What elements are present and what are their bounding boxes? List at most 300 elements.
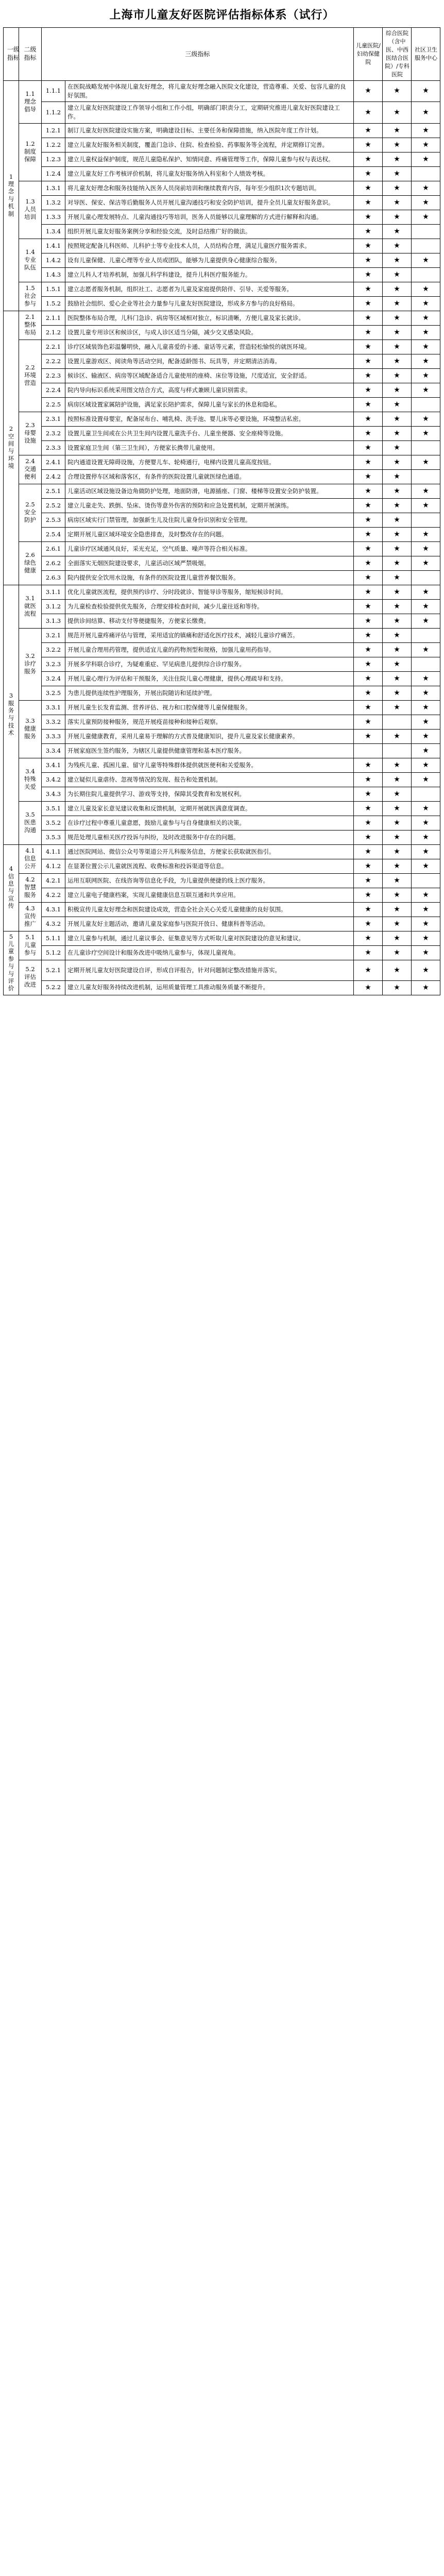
level1-indicator: 5 儿童参与与评价 bbox=[4, 931, 19, 995]
indicator-code: 3.2.2 bbox=[42, 642, 65, 657]
mark-children-hospital: ★ bbox=[354, 642, 383, 657]
indicator-text: 院内导向标识系统采用图文结合方式，高度与样式兼顾儿童识别需求。 bbox=[65, 383, 354, 397]
mark-community-center: ★ bbox=[412, 527, 440, 541]
indicator-text: 定期开展儿童友好医院建设自评，形成自评报告，针对问题制定整改措施并落实。 bbox=[65, 960, 354, 980]
indicator-text: 诊疗区域装饰色彩温馨明快，融入儿童喜爱的卡通、童话等元素，营造轻松愉悦的就医环境。 bbox=[65, 340, 354, 354]
table-row bbox=[4, 195, 440, 210]
mark-community-center: ★ bbox=[412, 102, 440, 124]
indicator-code: 4.2.1 bbox=[42, 873, 65, 888]
table-row bbox=[4, 801, 440, 816]
mark-community-center: ★ bbox=[412, 859, 440, 873]
indicator-text: 为患儿提供连续性护理服务，开展出院随访和延续护理。 bbox=[65, 686, 354, 700]
indicator-code: 2.2.1 bbox=[42, 340, 65, 354]
mark-children-hospital: ★ bbox=[354, 715, 383, 729]
mark-community-center bbox=[412, 787, 440, 801]
mark-children-hospital: ★ bbox=[354, 844, 383, 859]
indicator-code: 3.5.2 bbox=[42, 816, 65, 830]
table-row bbox=[4, 657, 440, 671]
indicator-text: 建立儿科人才培养机制，加强儿科学科建设，提升儿科医疗服务能力。 bbox=[65, 267, 354, 282]
indicator-code: 3.4.1 bbox=[42, 758, 65, 772]
indicator-text: 设置儿童卫生间或在公共卫生间内设置儿童洗手台、儿童坐便器、安全座椅等设施。 bbox=[65, 426, 354, 440]
mark-general-hospital bbox=[383, 743, 412, 758]
mark-general-hospital: ★ bbox=[383, 671, 412, 686]
table-row bbox=[4, 556, 440, 570]
indicator-code: 4.3.1 bbox=[42, 902, 65, 917]
indicator-code: 2.6.1 bbox=[42, 541, 65, 556]
table-row bbox=[4, 642, 440, 657]
indicator-code: 1.2.1 bbox=[42, 123, 65, 138]
table-row bbox=[4, 527, 440, 541]
mark-general-hospital: ★ bbox=[383, 397, 412, 412]
mark-community-center: ★ bbox=[412, 801, 440, 816]
mark-community-center: ★ bbox=[412, 888, 440, 902]
indicator-text: 在诊疗过程中尊重儿童意愿，鼓励儿童参与与自身健康相关的决策。 bbox=[65, 816, 354, 830]
indicator-code: 1.2.3 bbox=[42, 152, 65, 166]
mark-general-hospital: ★ bbox=[383, 354, 412, 368]
mark-community-center: ★ bbox=[412, 412, 440, 426]
mark-general-hospital: ★ bbox=[383, 980, 412, 995]
header-level3: 三级指标 bbox=[42, 28, 354, 81]
level2-indicator: 1.3 人员培训 bbox=[19, 181, 42, 239]
mark-general-hospital: ★ bbox=[383, 642, 412, 657]
indicator-code: 3.2.1 bbox=[42, 628, 65, 642]
table-row bbox=[4, 758, 440, 772]
table-row bbox=[4, 931, 440, 945]
mark-children-hospital: ★ bbox=[354, 541, 383, 556]
mark-general-hospital: ★ bbox=[383, 628, 412, 642]
mark-community-center: ★ bbox=[412, 902, 440, 917]
level2-indicator: 3.3 健康服务 bbox=[19, 700, 42, 758]
indicator-text: 全面落实无烟医院建设要求，儿童活动区域严禁吸烟。 bbox=[65, 556, 354, 570]
table-row bbox=[4, 80, 440, 102]
indicator-text: 对导医、保安、保洁等后勤服务人员开展儿童沟通技巧和安全防护培训，提升全员儿童友好服务意识。 bbox=[65, 195, 354, 210]
mark-general-hospital: ★ bbox=[383, 816, 412, 830]
mark-children-hospital: ★ bbox=[354, 686, 383, 700]
mark-general-hospital: ★ bbox=[383, 152, 412, 166]
mark-children-hospital: ★ bbox=[354, 527, 383, 541]
table-row bbox=[4, 166, 440, 181]
indicator-text: 在显著位置公示儿童就医流程、收费标准和投诉渠道等信息。 bbox=[65, 859, 354, 873]
mark-children-hospital: ★ bbox=[354, 311, 383, 325]
indicator-text: 合理设置停车区域和落客区，有条件的医院设置儿童就医绿色通道。 bbox=[65, 469, 354, 484]
indicator-code: 3.1.1 bbox=[42, 585, 65, 599]
mark-community-center: ★ bbox=[412, 455, 440, 469]
document-page bbox=[0, 0, 444, 1001]
table-row bbox=[4, 426, 440, 440]
mark-general-hospital: ★ bbox=[383, 772, 412, 787]
mark-community-center: ★ bbox=[412, 715, 440, 729]
table-row bbox=[4, 945, 440, 960]
indicator-text: 在医院战略发展中体现儿童友好理念，将儿童友好理念融入医院文化建设，营造尊重、关爱、包容儿童的良好氛围。 bbox=[65, 80, 354, 102]
table-row bbox=[4, 296, 440, 311]
indicator-code: 5.2.2 bbox=[42, 980, 65, 995]
indicator-text: 设置儿童游戏区、阅读角等活动空间，配备适龄图书、玩具等，并定期清洁消毒。 bbox=[65, 354, 354, 368]
mark-general-hospital: ★ bbox=[383, 859, 412, 873]
mark-general-hospital: ★ bbox=[383, 917, 412, 931]
table-row bbox=[4, 859, 440, 873]
indicator-text: 在儿童诊疗空间设计和服务改进中吸纳儿童参与，体现儿童视角。 bbox=[65, 945, 354, 960]
mark-community-center bbox=[412, 239, 440, 253]
mark-children-hospital: ★ bbox=[354, 772, 383, 787]
mark-community-center: ★ bbox=[412, 80, 440, 102]
indicator-text: 按照标准设置母婴室，配备尿布台、哺乳椅、洗手池、婴儿床等必要设施，环境整洁私密。 bbox=[65, 412, 354, 426]
indicator-text: 医院整体布局合理，儿科门急诊、病房等区域相对独立，标识清晰，方便儿童及家长就诊。 bbox=[65, 311, 354, 325]
indicator-code: 4.2.2 bbox=[42, 888, 65, 902]
indicator-code: 2.2.2 bbox=[42, 354, 65, 368]
table-row bbox=[4, 873, 440, 888]
indicator-code: 3.3.3 bbox=[42, 729, 65, 743]
indicator-code: 3.3.1 bbox=[42, 700, 65, 715]
level2-indicator: 1.2 制度保障 bbox=[19, 123, 42, 181]
indicator-code: 2.4.1 bbox=[42, 455, 65, 469]
mark-general-hospital: ★ bbox=[383, 123, 412, 138]
mark-children-hospital: ★ bbox=[354, 282, 383, 296]
mark-general-hospital: ★ bbox=[383, 102, 412, 124]
mark-children-hospital: ★ bbox=[354, 513, 383, 527]
indicator-text: 院内通道设置无障碍设施，方便婴儿车、轮椅通行，电梯内设置儿童高度按钮。 bbox=[65, 455, 354, 469]
indicator-text: 为残疾儿童、孤困儿童、留守儿童等特殊群体提供就医便利和关爱服务。 bbox=[65, 758, 354, 772]
mark-community-center: ★ bbox=[412, 498, 440, 513]
document-title: 上海市儿童友好医院评估指标体系（试行） bbox=[109, 8, 335, 22]
level1-indicator: 4 信息与宣传 bbox=[4, 844, 19, 931]
indicator-code: 1.3.4 bbox=[42, 224, 65, 239]
level2-indicator: 5.1 儿童参与 bbox=[19, 931, 42, 960]
table-row bbox=[4, 368, 440, 383]
mark-community-center: ★ bbox=[412, 253, 440, 267]
table-row bbox=[4, 816, 440, 830]
indicator-text: 建立儿童权益保护制度，规范儿童隐私保护、知情同意、疼痛管理等工作，保障儿童参与权与表达权。 bbox=[65, 152, 354, 166]
mark-children-hospital: ★ bbox=[354, 195, 383, 210]
mark-children-hospital: ★ bbox=[354, 700, 383, 715]
mark-children-hospital: ★ bbox=[354, 181, 383, 195]
table-row bbox=[4, 787, 440, 801]
table-row bbox=[4, 902, 440, 917]
mark-community-center: ★ bbox=[412, 743, 440, 758]
mark-general-hospital: ★ bbox=[383, 513, 412, 527]
indicator-code: 3.1.3 bbox=[42, 614, 65, 628]
mark-children-hospital: ★ bbox=[354, 397, 383, 412]
table-row bbox=[4, 253, 440, 267]
indicator-code: 3.5.3 bbox=[42, 830, 65, 844]
mark-general-hospital: ★ bbox=[383, 844, 412, 859]
mark-general-hospital: ★ bbox=[383, 195, 412, 210]
mark-children-hospital: ★ bbox=[354, 239, 383, 253]
mark-children-hospital: ★ bbox=[354, 599, 383, 614]
mark-general-hospital: ★ bbox=[383, 527, 412, 541]
level2-indicator: 1.1 理念倡导 bbox=[19, 80, 42, 123]
mark-general-hospital: ★ bbox=[383, 426, 412, 440]
mark-general-hospital: ★ bbox=[383, 614, 412, 628]
indicator-text: 建立儿童友好工作考核评价机制，将儿童友好服务纳入科室和个人绩效考核。 bbox=[65, 166, 354, 181]
mark-community-center: ★ bbox=[412, 980, 440, 995]
mark-general-hospital: ★ bbox=[383, 210, 412, 224]
indicator-code: 2.4.2 bbox=[42, 469, 65, 484]
level2-indicator: 2.5 安全防护 bbox=[19, 484, 42, 541]
level2-indicator: 2.2 环境营造 bbox=[19, 340, 42, 412]
mark-children-hospital: ★ bbox=[354, 224, 383, 239]
mark-community-center: ★ bbox=[412, 599, 440, 614]
table-row bbox=[4, 844, 440, 859]
level2-indicator: 1.4 专业队伍 bbox=[19, 239, 42, 282]
mark-community-center: ★ bbox=[412, 354, 440, 368]
mark-children-hospital: ★ bbox=[354, 80, 383, 102]
mark-children-hospital: ★ bbox=[354, 267, 383, 282]
table-row bbox=[4, 585, 440, 599]
mark-children-hospital: ★ bbox=[354, 368, 383, 383]
table-row bbox=[4, 152, 440, 166]
mark-general-hospital: ★ bbox=[383, 267, 412, 282]
mark-children-hospital: ★ bbox=[354, 210, 383, 224]
indicator-text: 优化儿童就医流程，提供预约诊疗、分时段就诊、智能导诊等服务，缩短候诊时间。 bbox=[65, 585, 354, 599]
table-row bbox=[4, 628, 440, 642]
indicator-code: 1.5.2 bbox=[42, 296, 65, 311]
table-row bbox=[4, 980, 440, 995]
mark-community-center: ★ bbox=[412, 138, 440, 152]
table-row bbox=[4, 570, 440, 585]
mark-children-hospital: ★ bbox=[354, 498, 383, 513]
mark-general-hospital: ★ bbox=[383, 541, 412, 556]
mark-general-hospital: ★ bbox=[383, 585, 412, 599]
mark-general-hospital: ★ bbox=[383, 138, 412, 152]
indicator-text: 开展多学科联合诊疗，为疑难重症、罕见病患儿提供综合诊疗服务。 bbox=[65, 657, 354, 671]
table-row bbox=[4, 397, 440, 412]
level2-indicator: 3.2 诊疗服务 bbox=[19, 628, 42, 700]
indicator-text: 建立儿童电子健康档案，实现儿童健康信息互联互通和共享应用。 bbox=[65, 888, 354, 902]
header-org-community-center: 社区卫生服务中心 bbox=[412, 28, 440, 81]
mark-community-center: ★ bbox=[412, 296, 440, 311]
mark-community-center: ★ bbox=[412, 340, 440, 354]
mark-community-center: ★ bbox=[412, 931, 440, 945]
table-row bbox=[4, 340, 440, 354]
level2-indicator: 4.1 信息公开 bbox=[19, 844, 42, 873]
indicator-text: 组织开展儿童友好服务案例分享和经验交流，及时总结推广好的做法。 bbox=[65, 224, 354, 239]
indicator-code: 1.3.3 bbox=[42, 210, 65, 224]
indicator-text: 开展儿童合理用药管理，提供适宜儿童的药物剂型和规格，加强儿童用药指导。 bbox=[65, 642, 354, 657]
mark-general-hospital: ★ bbox=[383, 888, 412, 902]
indicator-code: 2.2.4 bbox=[42, 383, 65, 397]
indicator-text: 建立疑似儿童虐待、忽视等情况的发现、报告和处置机制。 bbox=[65, 772, 354, 787]
indicator-code: 2.5.3 bbox=[42, 513, 65, 527]
indicator-text: 设有儿童保健、儿童心理等专业人员或团队，能够为儿童提供身心健康综合服务。 bbox=[65, 253, 354, 267]
mark-general-hospital: ★ bbox=[383, 383, 412, 397]
indicator-text: 开展儿童生长发育监测、营养评估、视力和口腔保健等儿童保健服务。 bbox=[65, 700, 354, 715]
mark-general-hospital: ★ bbox=[383, 412, 412, 426]
mark-children-hospital: ★ bbox=[354, 902, 383, 917]
indicator-code: 3.2.5 bbox=[42, 686, 65, 700]
mark-general-hospital: ★ bbox=[383, 556, 412, 570]
mark-general-hospital: ★ bbox=[383, 484, 412, 498]
mark-community-center: ★ bbox=[412, 383, 440, 397]
mark-community-center: ★ bbox=[412, 152, 440, 166]
mark-community-center bbox=[412, 513, 440, 527]
level2-indicator: 3.5 医患沟通 bbox=[19, 801, 42, 844]
indicator-code: 3.4.2 bbox=[42, 772, 65, 787]
table-row bbox=[4, 455, 440, 469]
mark-general-hospital: ★ bbox=[383, 498, 412, 513]
mark-children-hospital: ★ bbox=[354, 426, 383, 440]
mark-children-hospital: ★ bbox=[354, 816, 383, 830]
mark-general-hospital: ★ bbox=[383, 830, 412, 844]
indicator-text: 开展儿童友好主题活动，邀请儿童及家庭参与医院开放日、健康科普等活动。 bbox=[65, 917, 354, 931]
mark-children-hospital: ★ bbox=[354, 440, 383, 455]
mark-children-hospital bbox=[354, 743, 383, 758]
indicator-code: 2.3.3 bbox=[42, 440, 65, 455]
mark-general-hospital: ★ bbox=[383, 282, 412, 296]
indicator-code: 3.2.3 bbox=[42, 657, 65, 671]
indicator-text: 提供诊间结算、移动支付等便捷服务，方便家长缴费。 bbox=[65, 614, 354, 628]
indicator-text: 开展儿童心理行为评估和干预服务，关注住院儿童心理健康，提供心理疏导和支持。 bbox=[65, 671, 354, 686]
mark-community-center bbox=[412, 657, 440, 671]
indicator-code: 1.4.1 bbox=[42, 239, 65, 253]
mark-community-center: ★ bbox=[412, 123, 440, 138]
mark-community-center: ★ bbox=[412, 816, 440, 830]
indicator-code: 1.2.4 bbox=[42, 166, 65, 181]
table-row bbox=[4, 960, 440, 980]
indicator-text: 开展儿童心理发展特点、儿童沟通技巧等培训，医务人员能够以儿童理解的方式进行解释和沟通。 bbox=[65, 210, 354, 224]
indicator-code: 2.2.3 bbox=[42, 368, 65, 383]
mark-children-hospital: ★ bbox=[354, 873, 383, 888]
mark-children-hospital: ★ bbox=[354, 931, 383, 945]
level2-indicator: 2.4 交通便利 bbox=[19, 455, 42, 484]
table-row bbox=[4, 513, 440, 527]
indicator-code: 3.5.1 bbox=[42, 801, 65, 816]
mark-general-hospital: ★ bbox=[383, 787, 412, 801]
mark-community-center: ★ bbox=[412, 311, 440, 325]
table-row bbox=[4, 311, 440, 325]
indicator-code: 1.4.3 bbox=[42, 267, 65, 282]
indicator-code: 1.5.1 bbox=[42, 282, 65, 296]
mark-community-center: ★ bbox=[412, 585, 440, 599]
indicator-text: 儿童诊疗区域通风良好，采光充足，空气质量、噪声等符合相关标准。 bbox=[65, 541, 354, 556]
mark-children-hospital: ★ bbox=[354, 138, 383, 152]
mark-general-hospital: ★ bbox=[383, 166, 412, 181]
table-row bbox=[4, 239, 440, 253]
indicator-text: 建立儿童及家长意见建议收集和反馈机制，定期开展就医满意度调查。 bbox=[65, 801, 354, 816]
mark-general-hospital: ★ bbox=[383, 902, 412, 917]
mark-children-hospital: ★ bbox=[354, 917, 383, 931]
table-row bbox=[4, 383, 440, 397]
table-row bbox=[4, 599, 440, 614]
mark-general-hospital: ★ bbox=[383, 960, 412, 980]
indicator-code: 3.3.2 bbox=[42, 715, 65, 729]
mark-children-hospital: ★ bbox=[354, 945, 383, 960]
level1-indicator: 1 理念与机制 bbox=[4, 80, 19, 311]
table-row bbox=[4, 267, 440, 282]
table-row bbox=[4, 729, 440, 743]
indicator-text: 将儿童友好理念和服务技能纳入医务人员岗前培训和继续教育内容，每年至少组织1次专题培训。 bbox=[65, 181, 354, 195]
level1-indicator: 2 空间与环境 bbox=[4, 311, 19, 585]
mark-community-center: ★ bbox=[412, 614, 440, 628]
mark-children-hospital: ★ bbox=[354, 830, 383, 844]
mark-general-hospital: ★ bbox=[383, 729, 412, 743]
mark-general-hospital: ★ bbox=[383, 311, 412, 325]
indicator-code: 3.3.4 bbox=[42, 743, 65, 758]
mark-community-center: ★ bbox=[412, 700, 440, 715]
indicator-text: 运用互联网医院、在线咨询等信息化手段，为儿童提供便捷的线上医疗服务。 bbox=[65, 873, 354, 888]
mark-children-hospital: ★ bbox=[354, 469, 383, 484]
mark-general-hospital: ★ bbox=[383, 325, 412, 340]
level2-indicator: 4.3 宣传推广 bbox=[19, 902, 42, 931]
mark-general-hospital: ★ bbox=[383, 700, 412, 715]
indicator-code: 1.1.2 bbox=[42, 102, 65, 124]
table-row bbox=[4, 498, 440, 513]
level2-indicator: 3.4 特殊关爱 bbox=[19, 758, 42, 801]
indicator-code: 5.1.2 bbox=[42, 945, 65, 960]
indicator-code: 3.2.4 bbox=[42, 671, 65, 686]
mark-general-hospital: ★ bbox=[383, 758, 412, 772]
mark-general-hospital: ★ bbox=[383, 224, 412, 239]
mark-community-center: ★ bbox=[412, 556, 440, 570]
mark-community-center: ★ bbox=[412, 686, 440, 700]
header-level1: 一级指标 bbox=[4, 28, 19, 81]
indicator-code: 3.1.2 bbox=[42, 599, 65, 614]
table-row bbox=[4, 541, 440, 556]
mark-children-hospital: ★ bbox=[354, 980, 383, 995]
table-row bbox=[4, 888, 440, 902]
indicator-code: 1.2.2 bbox=[42, 138, 65, 152]
mark-community-center bbox=[412, 440, 440, 455]
mark-children-hospital: ★ bbox=[354, 556, 383, 570]
header-org-children-hospital: 儿童医院/妇幼保健院 bbox=[354, 28, 383, 81]
table-row bbox=[4, 123, 440, 138]
header-org-general-hospital: 综合医院（含中医、中西医结合医院）/专科医院 bbox=[383, 28, 412, 81]
indicator-code: 1.1.1 bbox=[42, 80, 65, 102]
mark-community-center: ★ bbox=[412, 758, 440, 772]
mark-general-hospital: ★ bbox=[383, 469, 412, 484]
mark-community-center: ★ bbox=[412, 426, 440, 440]
indicator-text: 病房区域设置家属陪护设施，满足家长陪护需求，保障儿童与家长的休息和隐私。 bbox=[65, 397, 354, 412]
mark-children-hospital: ★ bbox=[354, 758, 383, 772]
indicator-text: 建立儿童走失、跌倒、坠床、烫伤等意外伤害的预防和应急处置机制，定期开展演练。 bbox=[65, 498, 354, 513]
mark-children-hospital: ★ bbox=[354, 412, 383, 426]
table-row bbox=[4, 614, 440, 628]
mark-community-center: ★ bbox=[412, 960, 440, 980]
mark-community-center: ★ bbox=[412, 210, 440, 224]
indicator-code: 1.3.2 bbox=[42, 195, 65, 210]
mark-community-center bbox=[412, 469, 440, 484]
indicator-text: 为儿童检查检验提供优先服务，合理安排检查时间，减少儿童往返和等待。 bbox=[65, 599, 354, 614]
mark-community-center: ★ bbox=[412, 844, 440, 859]
table-row bbox=[4, 830, 440, 844]
mark-children-hospital: ★ bbox=[354, 657, 383, 671]
mark-community-center bbox=[412, 628, 440, 642]
mark-community-center: ★ bbox=[412, 541, 440, 556]
indicator-text: 按照规定配备儿科医师、儿科护士等专业技术人员，人员结构合理，满足儿童医疗服务需求。 bbox=[65, 239, 354, 253]
mark-community-center: ★ bbox=[412, 642, 440, 657]
indicator-text: 建立志愿者服务机制，组织社工、志愿者为儿童及家庭提供陪伴、引导、关爱等服务。 bbox=[65, 282, 354, 296]
level2-indicator: 5.2 评估改进 bbox=[19, 960, 42, 995]
mark-community-center: ★ bbox=[412, 945, 440, 960]
mark-children-hospital: ★ bbox=[354, 325, 383, 340]
indicator-code: 5.2.1 bbox=[42, 960, 65, 980]
table-row bbox=[4, 181, 440, 195]
mark-general-hospital: ★ bbox=[383, 440, 412, 455]
mark-community-center: ★ bbox=[412, 181, 440, 195]
mark-general-hospital: ★ bbox=[383, 801, 412, 816]
indicator-text: 规范开展儿童疼痛评估与管理，采用适宜的镇痛和舒适化医疗技术，减轻儿童诊疗痛苦。 bbox=[65, 628, 354, 642]
indicator-code: 2.6.3 bbox=[42, 570, 65, 585]
indicator-code: 5.1.1 bbox=[42, 931, 65, 945]
mark-community-center: ★ bbox=[412, 368, 440, 383]
indicator-code: 1.3.1 bbox=[42, 181, 65, 195]
indicator-table bbox=[3, 27, 440, 995]
indicator-code: 2.5.2 bbox=[42, 498, 65, 513]
mark-general-hospital: ★ bbox=[383, 599, 412, 614]
indicator-code: 4.1.1 bbox=[42, 844, 65, 859]
table-row bbox=[4, 412, 440, 426]
indicator-text: 设置家庭卫生间（第三卫生间），方便家长携带儿童使用。 bbox=[65, 440, 354, 455]
mark-general-hospital: ★ bbox=[383, 239, 412, 253]
